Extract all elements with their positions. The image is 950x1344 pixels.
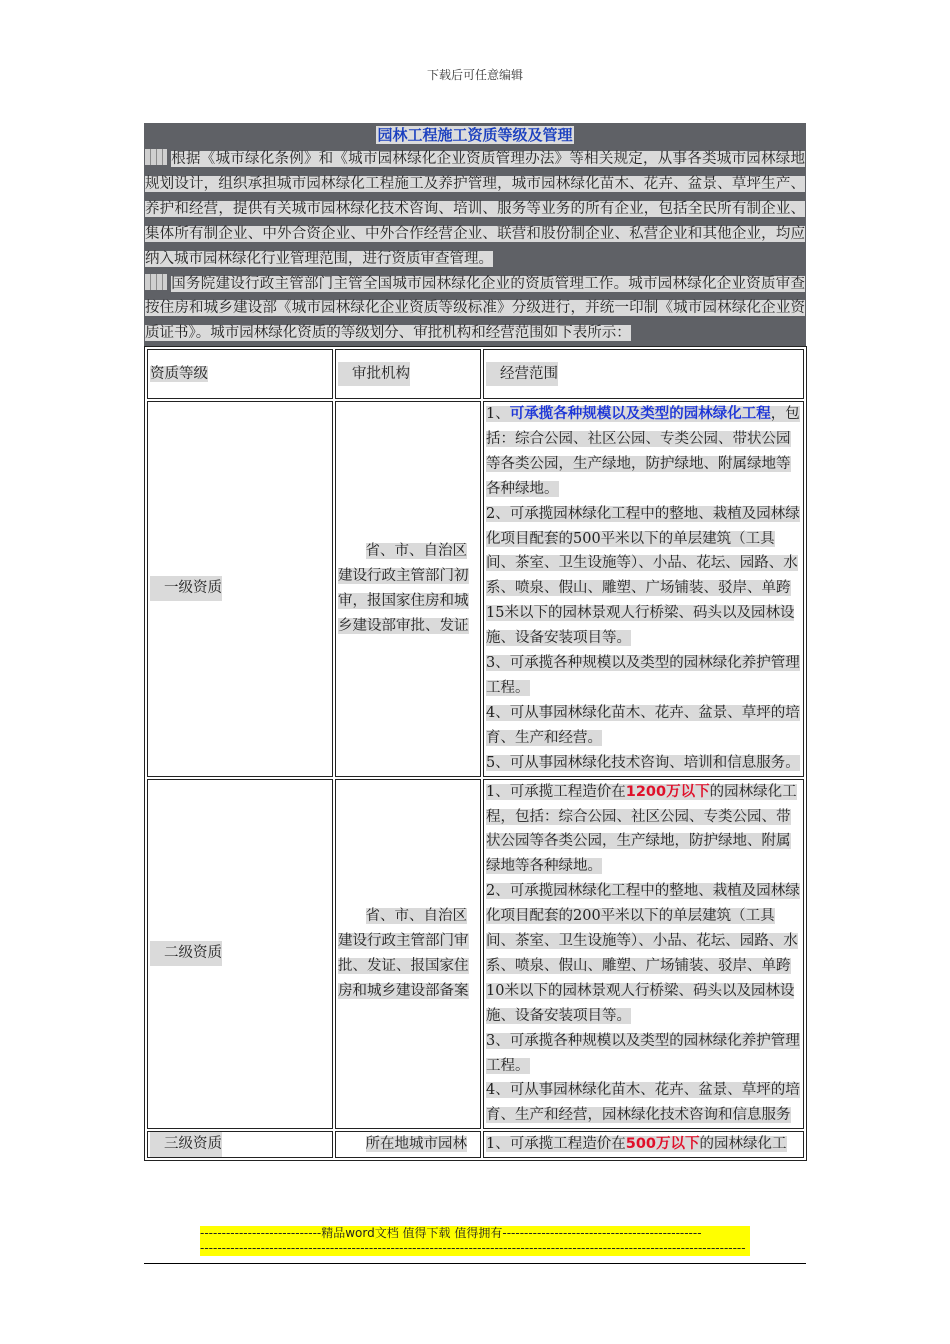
header-level-text: 资质等级 bbox=[150, 365, 208, 382]
scope-item-text: 4、可从事园林绿化苗木、花卉、盆景、草坪的培育、生产和经营。 bbox=[486, 704, 800, 746]
scope-item-text: 2、可承揽园林绿化工程中的整地、栽植及园林绿化项目配套的200平米以下的单层建筑（工具间、茶室、卫生设施等）、小品、花坛、园路、水系、喷泉、假山、雕塑、广场铺装、驳岸、单跨10米以下的园林景观人行桥梁、码头以及园林设施、设备安装项目等。 bbox=[486, 883, 800, 1024]
scope-item-rest: 的园林绿化工程，包括：综合公园、社区公园、专类公园、带状公园等各类公园，生产绿地，防护绿地、附属绿地等各种绿地。 bbox=[486, 783, 797, 875]
scope-item-text: 1、可承揽工程造价在 bbox=[486, 1136, 626, 1153]
footer-rule bbox=[144, 1263, 806, 1264]
header-authority bbox=[335, 349, 481, 399]
footer-banner bbox=[200, 1226, 750, 1256]
scope-item bbox=[486, 751, 801, 776]
scope-item-text: 1、 bbox=[486, 406, 510, 422]
cell-scope bbox=[483, 401, 804, 777]
scope-item bbox=[486, 402, 801, 502]
scope-item bbox=[486, 502, 801, 651]
cell-level bbox=[147, 1131, 333, 1158]
scope-item bbox=[486, 651, 801, 701]
paragraph-1-text: 根据《城市绿化条例》和《城市园林绿化企业资质管理办法》等相关规定，从事各类城市园林绿地规划设计，组织承担城市园林绿化工程施工及养护管理，城市园林绿化苗木、花卉、盆景、草坪生产、养护和经营，提供有关城市园林绿化技术咨询、培训、服务等业务的所有企业，包括全民所有制企业、集体所有制企业、中外合资企业、中外合作经营企业、联营和股份制企业、私营企业和其他企业，均应纳入城市园林绿化行业管理范围，进行资质审查管理。 bbox=[145, 151, 805, 267]
cell-level bbox=[147, 401, 333, 777]
header-authority-text: 审批机构 bbox=[338, 362, 410, 387]
header-scope bbox=[483, 349, 804, 399]
paragraph-2 bbox=[144, 272, 806, 347]
level-text: 一级资质 bbox=[150, 576, 222, 601]
authority-text: 省、市、自治区建设行政主管部门初审，报国家住房和城乡建设部审批、发证 bbox=[338, 542, 469, 634]
paragraph-1 bbox=[144, 147, 806, 272]
scope-item-text: 1、可承揽工程造价在 bbox=[486, 783, 626, 800]
scope-item-rest: 的园林绿化工 bbox=[699, 1136, 787, 1153]
cell-authority bbox=[335, 401, 481, 777]
cell-scope bbox=[483, 779, 804, 1130]
scope-item-emphasis: 可承揽各种规模以及类型的园林绿化工程 bbox=[509, 406, 771, 422]
indent-marker bbox=[145, 274, 167, 290]
header-level bbox=[147, 349, 333, 399]
header-note: 下载后可任意编辑 bbox=[426, 68, 523, 82]
article-title: 园林工程施工资质等级及管理 bbox=[377, 126, 573, 144]
level-text: 二级资质 bbox=[150, 941, 222, 966]
table-row bbox=[147, 779, 804, 1130]
paragraph-2-text: 国务院建设行政主管部门主管全国城市园林绿化企业的资质管理工作。城市园林绿化企业资质审查按住房和城乡建设部《城市园林绿化企业资质等级标准》分级进行，并统一印制《城市园林绿化企业资质证书》。城市园林绿化资质的等级划分、审批机构和经营范围如下表所示： bbox=[145, 275, 805, 342]
footer-line-2: ------------------------------------------------------------------------------------------------------------------------------ bbox=[200, 1241, 746, 1255]
scope-item bbox=[486, 1132, 801, 1157]
scope-item-emphasis: 500万以下 bbox=[625, 1136, 700, 1153]
authority-text: 省、市、自治区建设行政主管部门审批、发证、报国家住房和城乡建设部备案 bbox=[338, 908, 469, 999]
table-row bbox=[147, 1131, 804, 1158]
table-row bbox=[147, 401, 804, 777]
scope-item bbox=[486, 701, 801, 751]
article-block bbox=[144, 123, 806, 346]
scope-item-emphasis: 1200万以下 bbox=[625, 783, 710, 800]
scope-item-text: 4、可从事园林绿化苗木、花卉、盆景、草坪的培育、生产和经营，园林绿化技术咨询和信息服务 bbox=[486, 1082, 800, 1124]
header-scope-text: 经营范围 bbox=[486, 362, 558, 387]
scope-item-text: 5、可从事园林绿化技术咨询、培训和信息服务。 bbox=[486, 754, 800, 771]
level-text: 三级资质 bbox=[150, 1132, 222, 1157]
scope-item-text: 2、可承揽园林绿化工程中的整地、栽植及园林绿化项目配套的500平米以下的单层建筑（工具间、茶室、卫生设施等）、小品、花坛、园路、水系、喷泉、假山、雕塑、广场铺装、驳岸、单跨15米以下的园林景观人行桥梁、码头以及园林设施、设备安装项目等。 bbox=[486, 505, 800, 647]
scope-item bbox=[486, 879, 801, 1028]
scope-item-rest: ，包括：综合公园、社区公园、专类公园、带状公园等各类公园，生产绿地，防护绿地、附属绿地等各种绿地。 bbox=[486, 406, 800, 497]
title-row bbox=[144, 123, 806, 147]
cell-authority bbox=[335, 1131, 481, 1158]
scope-item bbox=[486, 1029, 801, 1079]
scope-item-text: 3、可承揽各种规模以及类型的园林绿化养护管理工程。 bbox=[486, 655, 800, 696]
qualification-table bbox=[144, 346, 807, 1161]
cell-level bbox=[147, 779, 333, 1130]
indent-marker bbox=[145, 149, 167, 165]
footer-line-1: ----------------------------精品word文档 值得下载 值得拥有---------------------------------------------- bbox=[200, 1226, 702, 1240]
cell-authority bbox=[335, 779, 481, 1130]
table-header-row bbox=[147, 349, 804, 399]
scope-item bbox=[486, 1078, 801, 1128]
authority-text: 所在地城市园林 bbox=[365, 1136, 468, 1153]
cell-scope bbox=[483, 1131, 804, 1158]
scope-item bbox=[486, 780, 801, 880]
scope-item-text: 3、可承揽各种规模以及类型的园林绿化养护管理工程。 bbox=[486, 1032, 800, 1074]
